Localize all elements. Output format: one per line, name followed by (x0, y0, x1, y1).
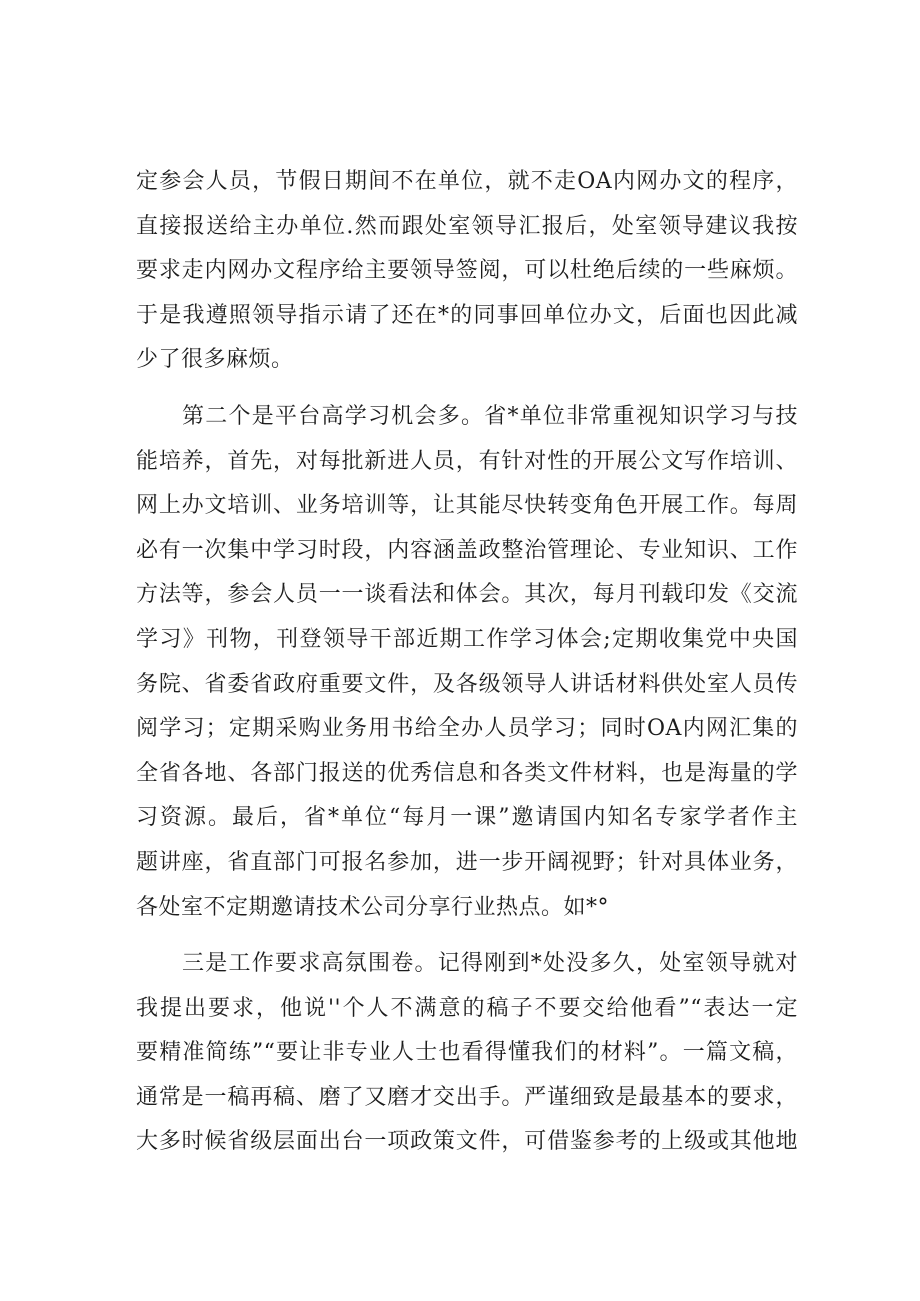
text-line: 务院、省委省政府重要文件，及各级领导人讲话材料供处室人员传 (136, 671, 798, 697)
text-line: 方法等，参会人员一一谈看法和体会。其次，每月刊载印发《交流 (136, 582, 798, 608)
paragraph-spacer (136, 930, 798, 942)
paragraph-spacer (136, 383, 798, 395)
paragraph-3 (136, 942, 798, 1165)
text-line: 直接报送给主办单位.然而跟处室领导汇报后，处室领导建议我按 (136, 213, 798, 239)
document-body (136, 160, 798, 1165)
text-line: 能培养，首先，对每批新进人员，有针对性的开展公文写作培训、 (136, 448, 798, 474)
text-line: 必有一次集中学习时段，内容涵盖政整治管理论、专业知识、工作 (136, 537, 798, 563)
text-line: 学习》刊物，刊登领导干部近期工作学习体会;定期收集党中央国 (136, 626, 798, 652)
text-line: 习资源。最后，省*单位“每月一课”邀请国内知名专家学者作主 (136, 805, 798, 831)
paragraph-1 (136, 160, 798, 383)
text-line: 全省各地、各部门报送的优秀信息和各类文件材料，也是海量的学 (136, 760, 798, 786)
text-line: 第二个是平台高学习机会多。省*单位非常重视知识学习与技 (182, 403, 798, 429)
text-line: 要求走内网办文程序给主要领导签阅，可以杜绝后续的一些麻烦。 (136, 258, 798, 284)
text-line: 我提出要求，他说''个人不满意的稿子不要交给他看”“表达一定 (136, 995, 798, 1021)
text-line: 定参会人员，节假日期间不在单位，就不走OA内网办文的程序， (136, 169, 798, 194)
text-line: 少了很多麻烦。 (136, 347, 294, 373)
text-line: 大多时候省级层面出台一项政策文件，可借鉴参考的上级或其他地 (136, 1129, 798, 1155)
text-line: 阅学习；定期采购业务用书给全办人员学习；同时OA内网汇集的 (136, 716, 798, 742)
paragraph-2 (136, 395, 798, 930)
text-line: 通常是一稿再稿、磨了又磨才交出手。严谨细致是最基本的要求， (136, 1084, 798, 1110)
text-line: 要精准简练”“要让非专业人士也看得懂我们的材料”。一篇文稿， (136, 1040, 798, 1066)
text-line: 题讲座，省直部门可报名参加，进一步开阔视野；针对具体业务， (136, 849, 798, 875)
text-line: 各处室不定期邀请技术公司分享行业热点。如*° (136, 894, 610, 920)
text-line: 于是我遵照领导指示请了还在*的同事回单位办文，后面也因此减 (136, 302, 798, 328)
text-line: 网上办文培训、业务培训等，让其能尽快转变角色开展工作。每周 (136, 493, 798, 519)
text-line: 三是工作要求高氛围卷。记得刚到*处没多久，处室领导就对 (182, 951, 798, 977)
